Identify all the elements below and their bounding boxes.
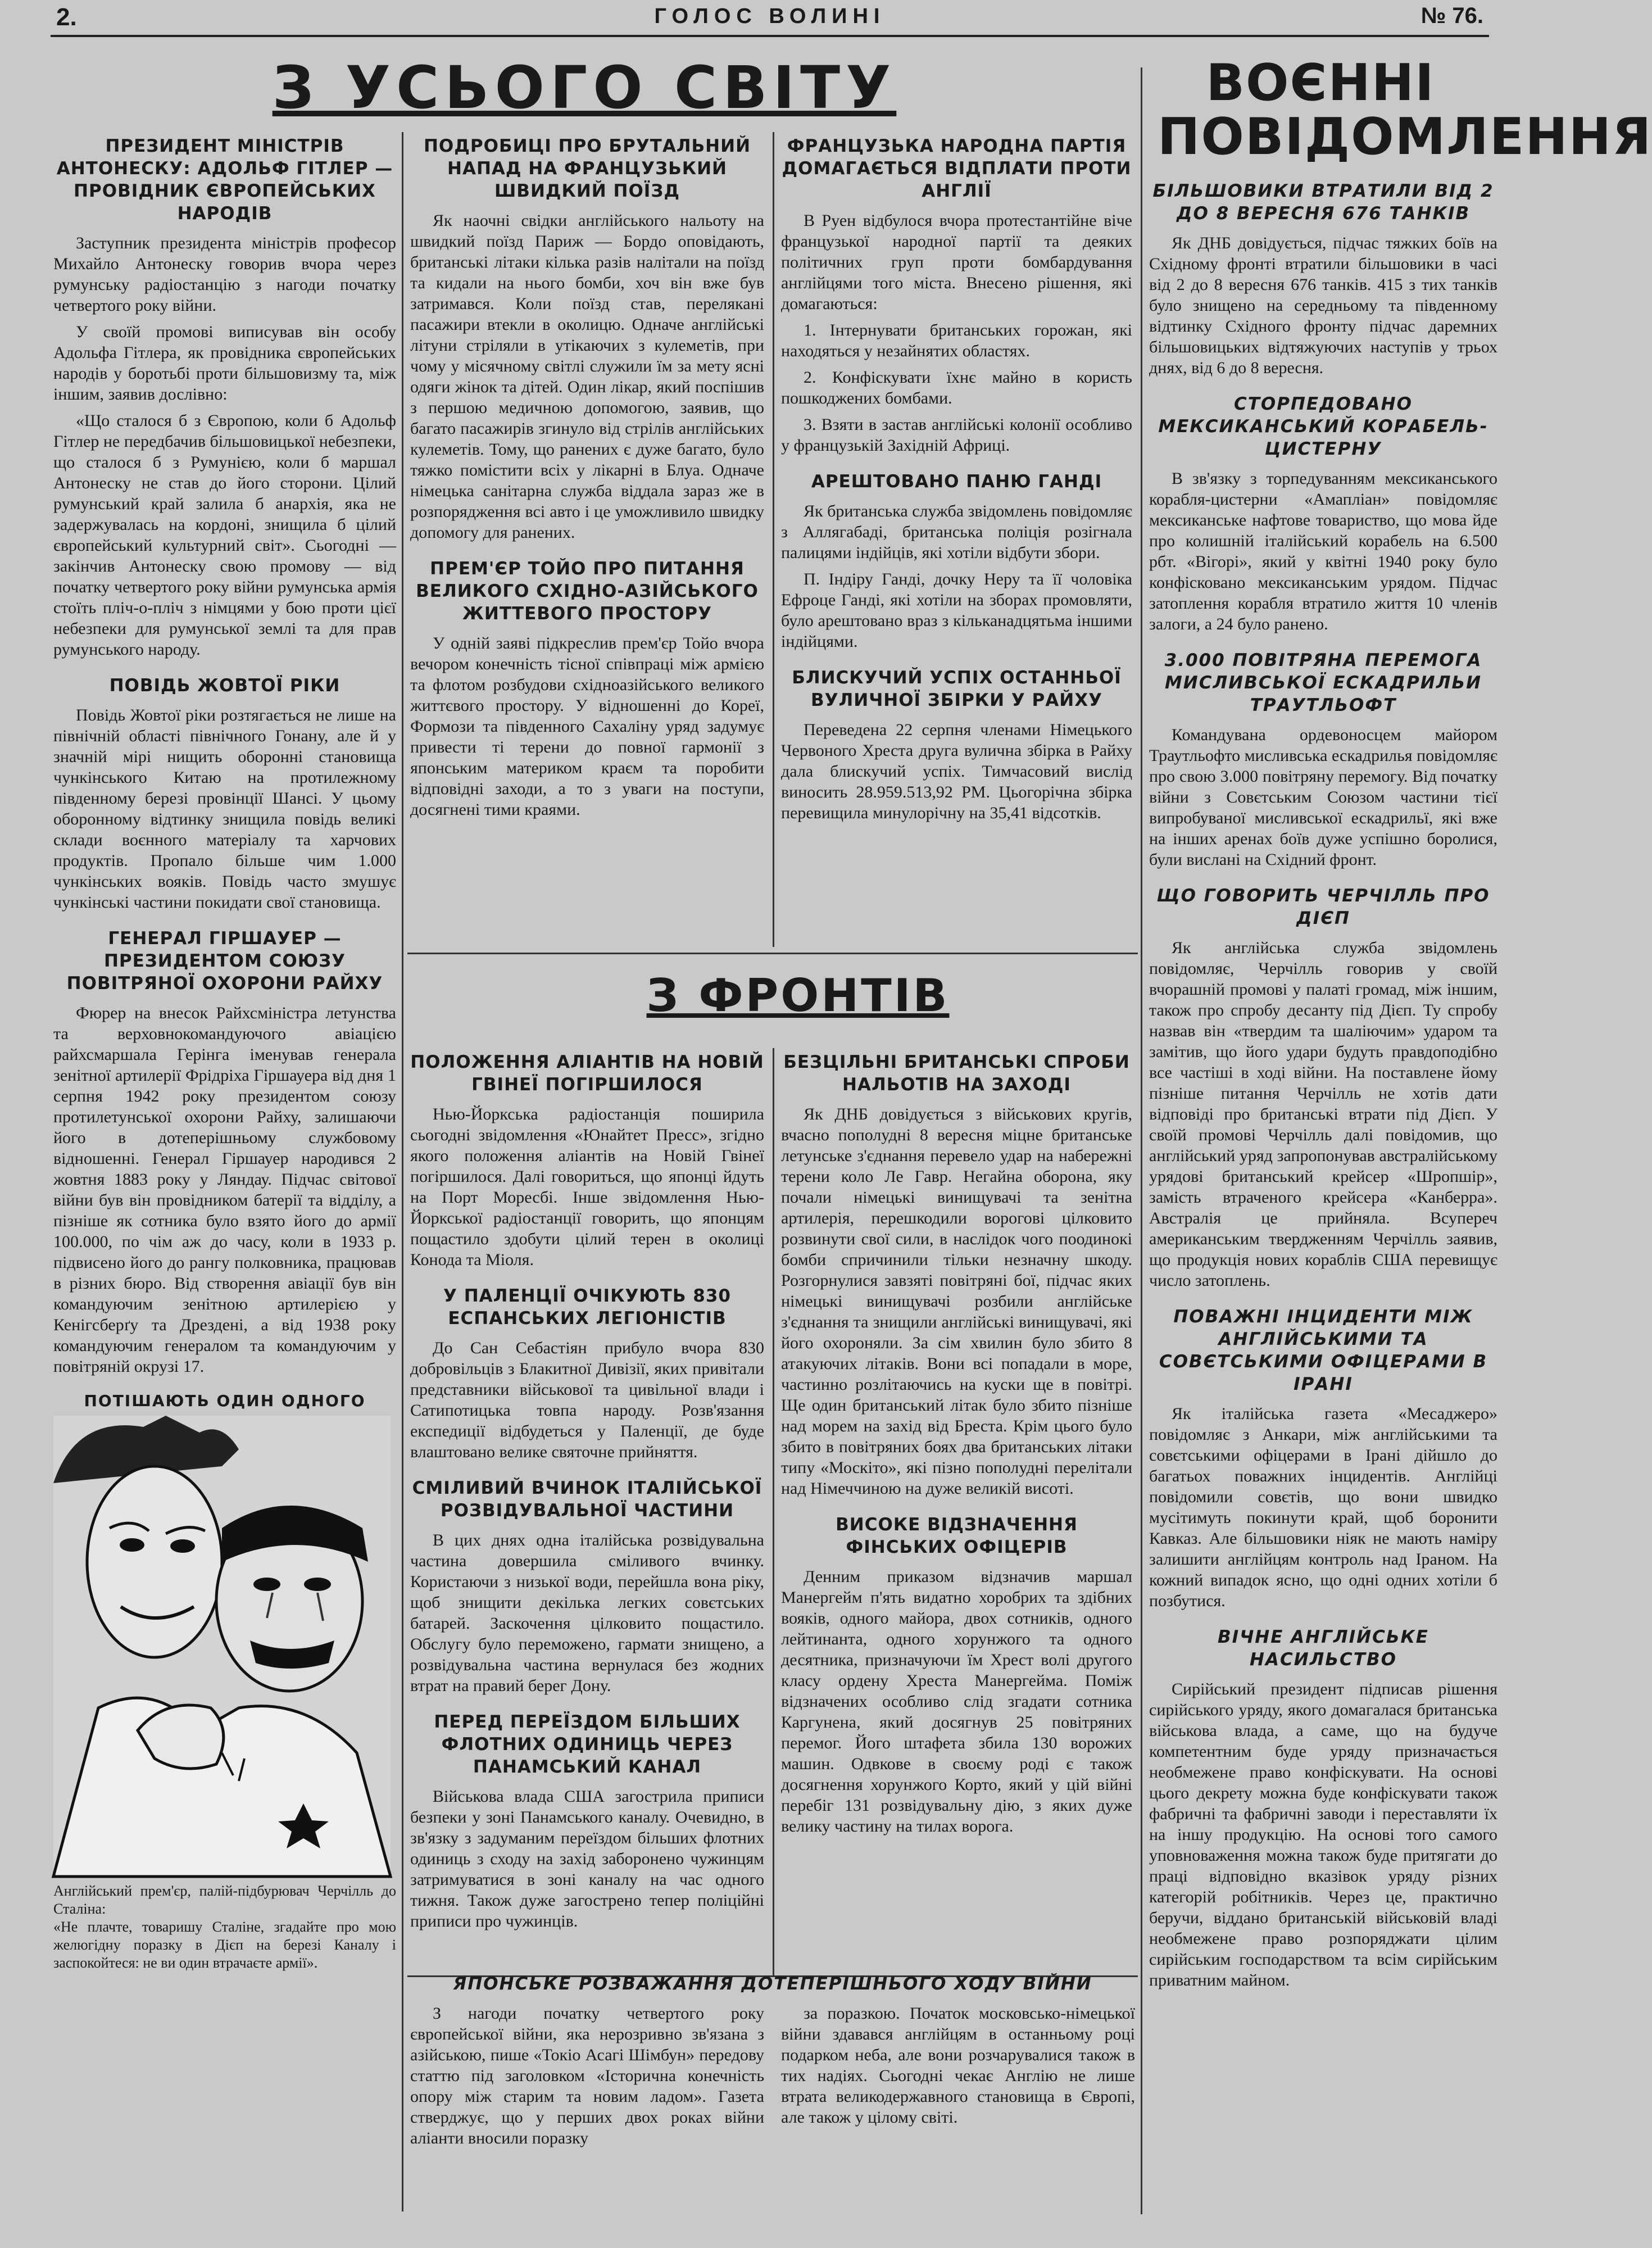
article-paragraph: 2. Конфіскувати їхнє майно в користь пошкоджених бомбами. bbox=[781, 368, 1132, 407]
column-3 bbox=[781, 135, 1132, 950]
article-churchill-dieppe bbox=[1149, 885, 1497, 1291]
article-gandhi-arrest bbox=[781, 470, 1132, 652]
article-panama-canal bbox=[410, 1711, 764, 1932]
article-headline: БІЛЬШОВИКИ ВТРАТИЛИ ВІД 2 ДО 8 ВЕРЕСНЯ 676 ТАНКІВ bbox=[1152, 181, 1494, 224]
article-paragraph: Нью-Йоркська радіостанція поширила сьогодні звідомлення «Юнайтет Пресс», згідно якого положення аліантів на Новій Гвінеї погіршилося. Далі говориться, що японці йдуть на Порт Моресбі. Інше звідомлення Нью-Йоркської радіостанції говорить, що японцям пощастило здобути цілий терен в околиці Конода та Міоля. bbox=[410, 1105, 764, 1269]
article-headline: ЩО ГОВОРИТЬ ЧЕРЧІЛЛЬ ПРО ДІЄП bbox=[1156, 886, 1490, 928]
article-japanese-view bbox=[410, 1973, 1135, 2154]
article-paragraph: В цих днях одна італійська розвідувальна частина довершила сміливого вчинку. Користаючи з низької води, перейшла вона ріку, щоб знищити декілька легких совєтських батарей. Заскочення цілковито пощастило. Обслугу було переможено, гармати знищено, а розвідувальна частина вернулася без жодних втрат на правий берег Дону. bbox=[410, 1531, 764, 1695]
article-train-attack bbox=[410, 135, 764, 543]
article-paragraph: Переведена 22 серпня членами Німецького Червоного Хреста друга вулична збірка в Райху дала блискучий успіх. Тимчасовий вислід виносить 28.959.513,92 РМ. Цьогорічна збірка перевищила минулорічну на 35,41 відсотків. bbox=[781, 720, 1132, 822]
article-headline: ПОДРОБИЦІ ПРО БРУТАЛЬНИЙ НАПАД НА ФРАНЦУЗЬКИЙ ШВИДКИЙ ПОЇЗД bbox=[423, 136, 751, 201]
banner-fronts: З ФРОНТІВ bbox=[646, 969, 950, 1022]
article-tanks-lost bbox=[1149, 180, 1497, 378]
article-headline: АРЕШТОВАНО ПАНЮ ГАНДІ bbox=[811, 472, 1102, 492]
column-rule bbox=[402, 132, 403, 2211]
column-2 bbox=[410, 135, 764, 950]
article-headline: ПРЕЗИДЕНТ МІНІСТРІВ АНТОНЕСКУ: АДОЛЬФ ГІТЛЕР — ПРОВІДНИК ЄВРОПЕЙСЬКИХ НАРОДІВ bbox=[56, 136, 393, 224]
article-paragraph: В Руен відбулося вчора протестантійне віче французької народної партії та деяких політичних груп проти бомбардування англійцями того міста. Внесено рішення, які домагаються: bbox=[781, 211, 1132, 313]
article-paragraph: У одній заяві підкреслив прем'єр Тойо вчора вечором конечність тісної співпраці між армією та флотом розбудови східноазійського великого життєвого простору. У відношенні до Кореї, Формози та південного Сахаліну уряд задумує привести ті терени до повної гармонії з японським материком краєм та поробити відповідні заходи, а то з уваги на поступи, досягнені тими краями. bbox=[410, 634, 764, 819]
article-hirschauer bbox=[53, 927, 396, 1377]
article-mexican-tanker bbox=[1149, 393, 1497, 634]
article-paragraph: Фюрер на внесок Райхсміністра летунства та верховнокомандуючого авіацією райхсмаршала Герінга іменував генерала зенітної артилерії Фрідріха Гіршауера від дня 1 серпня 1942 року президентом союзу протилетунської охорони Райху, залишаючи його в дотеперішньому службовому відношенні. Генерал Гіршауер народився 2 жовтня 1883 року у Ляндау. Підчас світової війни був він провідником батерії та відділу, а пізніше як сотника було взято його до армії 100.000, по чім аж до часу, коли в 1933 р. підвисено його до рангу полковника, працював в різних бюро. Від створення авіації був він командуючим зенітною артилерією у Кенігсберґу та Дрездені, а від 1938 року командуючим генералом та командуючим у повітряній окрузі 17. bbox=[53, 1004, 396, 1376]
column-rule bbox=[773, 132, 774, 947]
article-paragraph: Денним приказом відзначив маршал Манергейм п'ять видатно хоробрих та здібних вояків, одного майора, двох сотників, одного лейтинанта, одного хорунжого та одного десятника, призначуючи їм Хрест волі другого класу ордену Хреста Манергейма. Поміж відзначених особливо слід згадати сотника Каргунена, який досягнув 25 повітряних перемог. Його штафета збила 130 ворожих машин. Одвкове в своєму роді є також досягнення хорунжого Корто, який у цій війні перебіг 131 розвідувальну дію, з яких дуже велику частину на тилах ворога. bbox=[781, 1567, 1132, 1835]
article-paragraph: Як італійська газета «Месаджеро» повідомляє з Анкари, між англійськими та совєтськими офіцерами в Ірані дійшло до багатьох поважних інцидентів. Англійці повідомили совєтів, що вони швидко мусітимуть покинути край, щоб боронити Кавказ. Але більшовики ніяк не мають наміру залишити англійцям контроль над Іраном. На кожний випадок ясно, що одні одних хотіли б позбутися. bbox=[1149, 1404, 1497, 1610]
article-headline: ПОВАЖНІ ІНЦИДЕНТИ МІЖ АНГЛІЙСЬКИМИ ТА СОВЄТСЬКИМИ ОФІЦЕРАМИ В ІРАНІ bbox=[1159, 1307, 1488, 1394]
article-paragraph: Як ДНБ довідується, підчас тяжких боїв на Східному фронті втратили більшовики в часі від 2 до 8 вересня 676 танків. 415 з тих танків було знищено на середньому та південному відтинку Східного фронту підчас даремних більшовицьких відтяжуючих наступів у трьох днях, від 6 до 8 вересня. bbox=[1149, 234, 1497, 377]
article-palencia bbox=[410, 1285, 764, 1462]
page-number: 2. bbox=[56, 3, 77, 31]
article-headline: ВИСОКЕ ВІДЗНАЧЕННЯ ФІНСЬКИХ ОФІЦЕРІВ bbox=[836, 1515, 1078, 1557]
article-new-guinea bbox=[410, 1051, 764, 1270]
article-headline: ВІЧНЕ АНГЛІЙСЬКЕ НАСИЛЬСТВО bbox=[1218, 1627, 1429, 1670]
article-headline: ПОЛОЖЕННЯ АЛІАНТІВ НА НОВІЙ ГВІНЕЇ ПОГІРШИЛОСЯ bbox=[410, 1052, 764, 1095]
fronts-column-right bbox=[781, 1051, 1132, 1970]
article-paragraph: До Сан Себастіян прибуло вчора 830 добровільців з Блакитної Дивізії, яких привітали представники військової та цивільної влади і Сатипотицька товпа народу. Розв'язання експедиції відбудеться у Паленції, де буде влаштовано велике святочне прийняття. bbox=[410, 1339, 764, 1461]
article-headline: БЕЗЦІЛЬНІ БРИТАНСЬКІ СПРОБИ НАЛЬОТІВ НА ЗАХОДІ bbox=[783, 1052, 1130, 1095]
article-french-party bbox=[781, 135, 1132, 456]
article-paragraph: Заступник президента міністрів професор Михайло Антонеску говорив вчора через румунську радіостанцію з нагоди початку четвертого року війни. bbox=[53, 234, 396, 315]
newspaper-title: ГОЛОС ВОЛИНІ bbox=[654, 4, 886, 28]
article-finnish-officers bbox=[781, 1513, 1132, 1837]
cartoon-illustration bbox=[53, 1416, 391, 1877]
article-paragraph: за поразкою. Початок московсько-німецької війни здавався англійцям в останньому році подарком неба, але вони розчарувалися також в тих надіях. Сьогодні чекає Англію не лише втрата великодержавного становища в Європі, але також у цілому світі. bbox=[781, 2004, 1135, 2127]
article-iran-incidents bbox=[1149, 1306, 1497, 1611]
article-tojo bbox=[410, 558, 764, 820]
article-british-raids bbox=[781, 1051, 1132, 1499]
article-paragraph: Військова влада США загострила приписи безпеки у зоні Панамського каналу. Очевидно, в зв'язку з задуманим переїздом більших флотних одиниць з сходу на захід заборонено чужинцям затримуватися в зоні каналу на час одного тижня. Також дуже загострено тепер поліційні приписи про чужинців. bbox=[410, 1787, 764, 1930]
article-headline: ФРАНЦУЗЬКА НАРОДНА ПАРТІЯ ДОМАГАЄТЬСЯ ВІДПЛАТИ ПРОТИ АНГЛІЇ bbox=[782, 136, 1132, 201]
article-paragraph: П. Індіру Ганді, дочку Неру та її чоловіка Ефроце Ганді, які хотіли на зборах промовляти, було арештовано враз з кільканадцятьма іншими індійцями. bbox=[781, 570, 1132, 651]
column-war-news bbox=[1149, 180, 1497, 2214]
article-headline: ЯПОНСЬКЕ РОЗВАЖАННЯ ДОТЕПЕРІШНЬОГО ХОДУ ВІЙНИ bbox=[453, 1974, 1092, 1994]
column-rule bbox=[1141, 67, 1142, 2214]
banner-war-news: ВОЄННІ ПОВІДОМЛЕННЯ bbox=[1158, 53, 1652, 166]
article-paragraph: «Що сталося б з Європою, коли б Адольф Гітлер не передбачив більшовицької небезпеки, що сталося б з Румунією, коли б маршал Антонеску не став до його сторони. Цілий румунський край залила б анархія, яка не задержувалась на кордоні, знищила б цілий європейський культурний світ». Сьогодні — закінчив Антонеску свою промову — від початку четвертого року війни румунська армія стоїть пліч-о-пліч з німцями у бою проти цієї небезпеки для румунської землі та для прав румунського народу. bbox=[53, 411, 396, 659]
article-paragraph: 1. Інтернувати британських горожан, які находяться у незайнятих областях. bbox=[781, 321, 1132, 360]
article-paragraph: З нагоди початку четвертого року європейської війни, яка нерозривно зв'язана з азійською, пише «Токіо Асагі Шімбун» передову статтю під заголовком «Історична конечність опору між старим та новим ладом». Газета стверджує, що у перших двох роках війни аліанти вносили поразку bbox=[410, 2004, 764, 2147]
masthead bbox=[51, 0, 1489, 37]
article-paragraph: Сирійський президент підписав рішення сирійського уряду, якого домагалася британська військова влада, а саме, що на будуче компетентним буде уряду призначається необмежене право конфіскувати. На основі цього декрету можна буде конфіскувати також фабричні та фабричні заводи і переставляти їх на іншу продукцію. На основі того самого уповноваження можна також буде притягати до праці відповідно вказівок уряду різних категорій робітників. Через це, практично беручи, віддано британській військовій владі необмежене право розпоряджати цілим сирійським господарством та всім сирійським приватним майном. bbox=[1149, 1680, 1497, 1989]
column-rule bbox=[773, 1048, 774, 1975]
article-yellow-river bbox=[53, 674, 396, 913]
article-headline: У ПАЛЕНЦІЇ ОЧІКУЮТЬ 830 ЕСПАНСЬКИХ ЛЕГІОНІСТІВ bbox=[443, 1286, 731, 1329]
article-headline: ГЕНЕРАЛ ГІРШАУЕР — ПРЕЗИДЕНТОМ СОЮЗУ ПОВІТРЯНОЇ ОХОРОНИ РАЙХУ bbox=[66, 928, 383, 994]
article-paragraph: Як ДНБ довідується з військових кругів, вчасно пополудні 8 вересня міцне британське летунське з'єднання перевело удар на набережні терени коло Ле Гавр. Негайна оборона, яку почали німецькі винищувачі та зенітна артилерія, перешкодили ворогові цілковито розвинути свої сили, в наслідок чого поодинокі бомби спричинили тільки незначну шкоду. Розгорнулися завзяті повітряні бої, підчас яких німецькі винищувачі розбили англійське з'єднання та знищили англійські винищувачі, які його охороняли. За сім хвилин було збито 8 атакуючих літаків. Вони всі попадали в море, частинно розлітаючись на куски ще в повітрі. Ще один британський літак було збито пізніше над морем на захід від Бреста. Крім цього було збито в повітряних боях два британських літаки типу «Москіто», які пізно пополудні перелітали над Німеччиною на дуже великій висоті. bbox=[781, 1105, 1132, 1498]
article-antonescu bbox=[53, 135, 396, 660]
column-1 bbox=[53, 135, 396, 2214]
article-english-violence bbox=[1149, 1626, 1497, 1991]
article-headline: ПРЕМ'ЄР ТОЙО ПРО ПИТАННЯ ВЕЛИКОГО СХІДНО-АЗІЙСЬКОГО ЖИТТЕВОГО ПРОСТОРУ bbox=[416, 559, 759, 624]
article-headline: СМІЛИВИЙ ВЧИНОК ІТАЛІЙСЬКОЇ РОЗВІДУВАЛЬНОЇ ЧАСТИНИ bbox=[412, 1478, 763, 1521]
article-paragraph: У своїй промові виписував він особу Адольфа Гітлера, як провідника європейських народів у боротьбі проти більшовизму та, між іншим, заявив дослівно: bbox=[53, 323, 396, 404]
article-paragraph: Командувана ордевоносцем майором Траутльофто мисливська ескадрилья повідомляє про свою 3.000 повітряну перемогу. Від початку війни з Совєтським Союзом частини тієї випробуваної мисливської ескадрильї, які вже на інших аренах боїв дуже успішно боролися, були вислані на Східний фронт. bbox=[1149, 726, 1497, 869]
article-italian-recon bbox=[410, 1477, 764, 1696]
banner-world: З УСЬОГО СВІТУ bbox=[272, 53, 897, 122]
article-street-collection bbox=[781, 667, 1132, 823]
article-paragraph: Як англійська служба звідомлень повідомляє, Черчілль говорив у своїй вчорашній промові у палаті громад, між іншим, також про спробу десанту під Дієп. Ту спробу назвав він «твердим та шаліючим» ударом та замітив, що його удари будуть правдоподібно все частіші в ході війни. На поставлене йому пізніше питання Черчілль не хотів дати відповіді про британські втрати під Дієп. У своїй промові Черчілль далі повідомив, що англійський уряд запропонував австралійському урядові британський крейсер «Шропшір», замість втраченого крейсера «Канберра». Австралія це прийняла. Всупереч американським твердженням Черчілль заявив, що продукція нових кораблів США перевищує число затоплень. bbox=[1149, 939, 1497, 1290]
cartoon-caption-speaker: Англійський прем'єр, палій-підбурювач Черчілль до Сталіна: bbox=[53, 1883, 396, 1917]
cartoon-title: ПОТІШАЮТЬ ОДИН ОДНОГО bbox=[84, 1392, 366, 1410]
article-headline: БЛИСКУЧИЙ УСПІХ ОСТАННЬОЇ ВУЛИЧНОЇ ЗБІРКИ У РАЙХУ bbox=[792, 668, 1122, 710]
article-paragraph: 3. Взяти в застав англійські колонії особливо у французькій Західній Африці. bbox=[781, 415, 1132, 455]
article-paragraph: Як британська служба звідомлень повідомляє з Аллягабаді, британська поліція розігнала палицями індійців, які хотіли відбути збори. bbox=[781, 502, 1132, 562]
fronts-column-left bbox=[410, 1051, 764, 1970]
cartoon-caption-quote: «Не плачте, товаришу Сталіне, згадайте про мою желюгідну поразку в Дієп на березі Каналу і заспокойтеся: не ви один втрачаєте армії». bbox=[53, 1919, 396, 1971]
article-headline: СТОРПЕДОВАНО МЕКСИКАНСЬКИЙ КОРАБЕЛЬ-ЦИСТЕРНУ bbox=[1158, 394, 1488, 459]
article-headline: ПЕРЕД ПЕРЕЇЗДОМ БІЛЬШИХ ФЛОТНИХ ОДИНИЦЬ ЧЕРЕЗ ПАНАМСЬКИЙ КАНАЛ bbox=[434, 1712, 741, 1777]
article-headline: 3.000 ПОВІТРЯНА ПЕРЕМОГА МИСЛИВСЬКОЇ ЕСКАДРИЛЬИ ТРАУТЛЬОФТ bbox=[1164, 650, 1482, 715]
article-paragraph: Повідь Жовтої ріки розтягається не лише на північній області північного Гонану, але й у значній мірі нищить оборонні становища чункінського Китаю на протилежному південному березі провінції Шансі. У цьому оборонному відтинку знищила повідь великі склади воєнного матеріалу та харчових продуктів. Пропало більше чим 1.000 чункінських вояків. Повідь часто змушує чункінські частини покидати свої становища. bbox=[53, 706, 396, 912]
issue-number: № 76. bbox=[1420, 3, 1483, 28]
article-paragraph: В зв'язку з торпедуванням мексиканського корабля-цистерни «Амапліан» повідомляє мексиканське нафтове товариство, що мова йде про колишній італійський корабель на 6.500 рбт. «Вігорі», який у квітні 1940 року було конфісковано мексиканським урядом. Підчас затоплення корабля втратило життя 10 членів залоги, а 24 було ранено. bbox=[1149, 469, 1497, 633]
article-paragraph: Як наочні свідки англійського нальоту на швидкий поїзд Париж — Бордо оповідають, британські літаки кілька разів налітали на поїзд та кидали на нього бомби, хоч він вже був затримався. Коли поїзд став, перелякані пасажири втекли в околицю. Одначе англійські літуни стріляли в утікаючих з кулеметів, при чому у місячному світлі служили їм за мету ясні одяги жінок та дітей. Один лікар, який поспішив з першою медичною допомогою, заявив, що багато пасажирів згинуло від стрілів англійських кулеметів. Тому, що ранених є дуже багато, було тяжко помістити всіх у лікарні в Блуа. Одначе німецька санітарна служба віддала зараз же в розпорядження всі авто і це уможливило швидку допомогу для ранених. bbox=[410, 211, 764, 542]
cartoon-block bbox=[53, 1392, 396, 1972]
section-rule bbox=[407, 953, 1138, 954]
article-headline: ПОВІДЬ ЖОВТОЇ РІКИ bbox=[109, 676, 341, 696]
article-trautloft bbox=[1149, 649, 1497, 870]
